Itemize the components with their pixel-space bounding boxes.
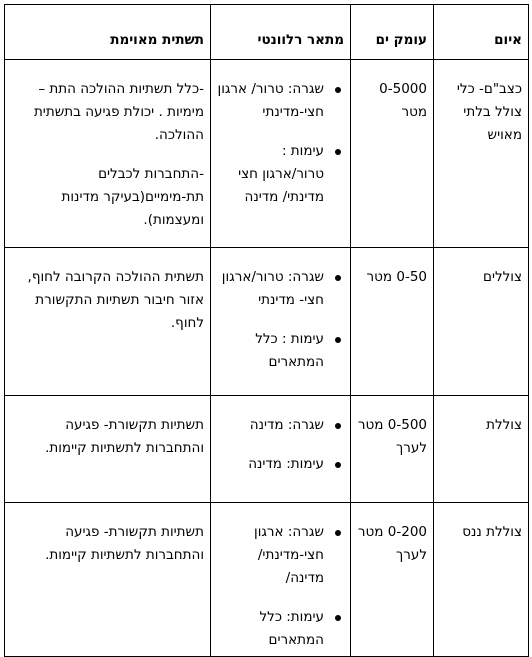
infra-paragraph: תשתיות תקשורת- פגיעה והתחברות לתשתיות קיימות.	[45, 417, 204, 456]
infra-paragraph: תשתיות תקשורת- פגיעה והתחברות לתשתיות קיימות.	[45, 524, 204, 563]
actor-item: עימות : טרור/ארגון חצי מדינתי/ מדינה	[217, 140, 344, 209]
infra-cell	[5, 503, 211, 657]
depth-cell: 0-500 מטר לערך	[351, 396, 434, 503]
threat-table	[4, 4, 529, 657]
threat-cell: צוללת	[434, 396, 529, 503]
header-actor: מתאר רלוונטי	[211, 5, 351, 60]
infra-paragraph: -כלל תשתיות ההולכה התת –מימיות . יכולת פגיעה בתשתית ההולכה.	[33, 81, 204, 143]
depth-cell: 0-200 מטר לערך	[351, 503, 434, 657]
threat-cell: כצב"ם- כלי צולל בלתי מאויש	[434, 60, 529, 248]
infra-cell	[5, 396, 211, 503]
header-threat: איום	[434, 5, 529, 60]
infra-paragraph: -התחברות לכבלים תת-מימיים(בעיקר מדינות ומעצמות).	[61, 166, 204, 228]
infra-cell	[5, 248, 211, 396]
header-depth: עומק ים	[351, 5, 434, 60]
threat-cell: צוללים	[434, 248, 529, 396]
actor-item: עימות : כלל המתארים	[217, 328, 344, 374]
actor-cell	[211, 60, 351, 248]
actor-item: עימות: מדינה	[217, 453, 344, 476]
actor-cell	[211, 396, 351, 503]
actor-item: שגרה: טרור/ ארגון חצי-מדינתי	[217, 78, 344, 124]
table-row	[5, 503, 529, 657]
depth-cell: 0-50 מטר	[351, 248, 434, 396]
infra-cell	[5, 60, 211, 248]
table-row	[5, 248, 529, 396]
header-row	[5, 5, 529, 60]
actor-cell	[211, 503, 351, 657]
table-row	[5, 60, 529, 248]
actor-item: שגרה: ארגון חצי-מדינתי/ מדינה/	[217, 521, 344, 590]
actor-item: שגרה: טרור/ארגון חצי- מדינתי	[217, 266, 344, 312]
depth-cell: 0-5000 מטר	[351, 60, 434, 248]
actor-item: שגרה: מדינה	[217, 414, 344, 437]
infra-paragraph: תשתית ההולכה הקרובה לחוף, אזור חיבור תשתיות התקשורת לחוף.	[27, 269, 204, 331]
actor-item: עימות: כלל המתארים	[217, 606, 344, 652]
header-infra: תשתית מאוימת	[5, 5, 211, 60]
table-row	[5, 396, 529, 503]
actor-cell	[211, 248, 351, 396]
threat-cell: צוללת ננס	[434, 503, 529, 657]
